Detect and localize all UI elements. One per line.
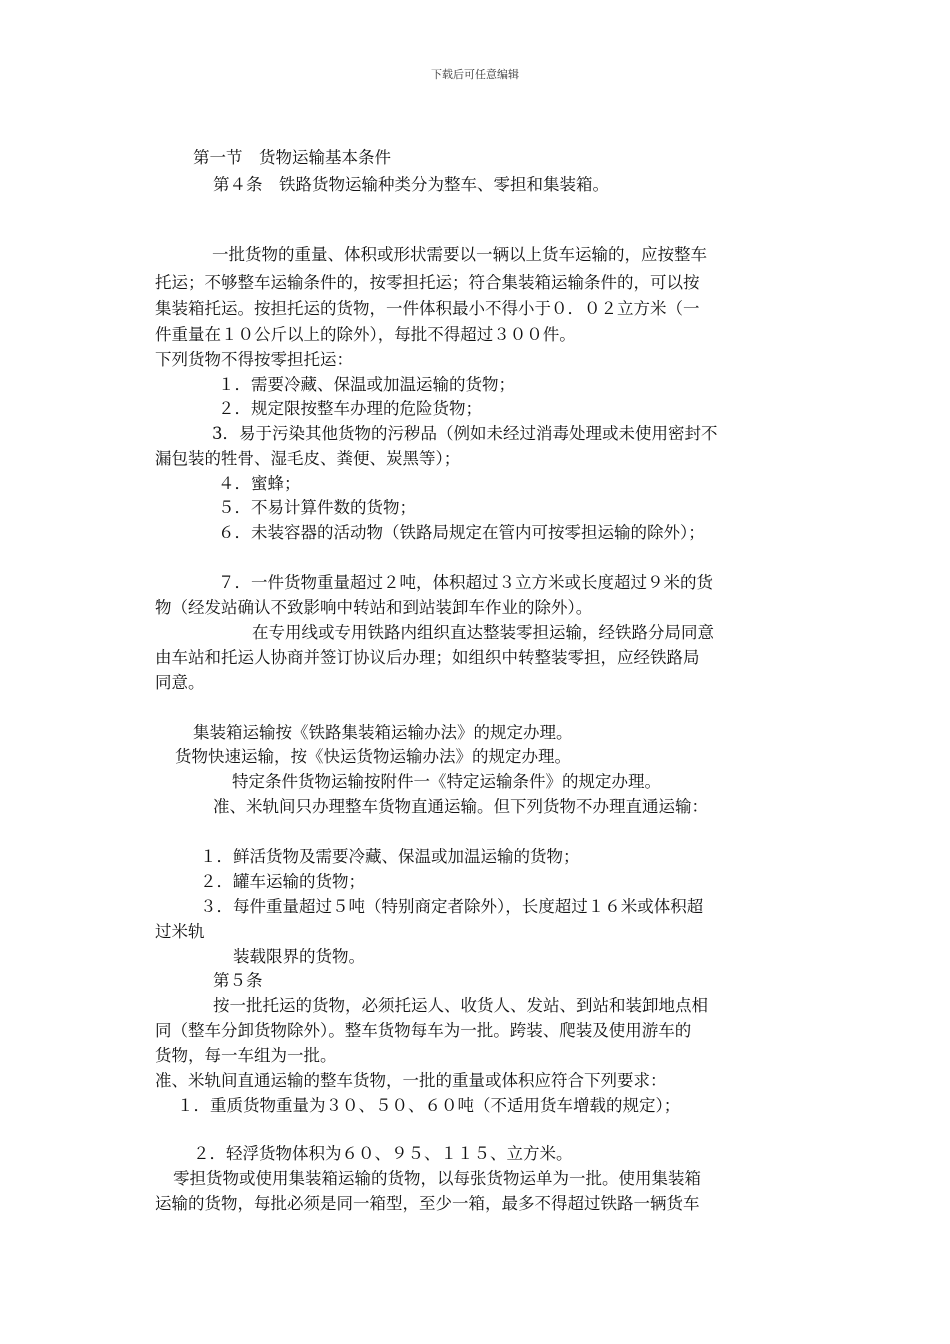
section-heading: 第一节 货物运输基本条件 <box>193 148 391 167</box>
paragraph-line: 由车站和托运人协商并签订协议后办理；如组织中转整装零担，应经铁路局 <box>155 648 700 667</box>
list-item: 过米轨 <box>155 922 205 941</box>
list-item: ６．未装容器的活动物（铁路局规定在管内可按零担运输的除外）； <box>218 523 705 542</box>
list-item: 物（经发站确认不致影响中转站和到站装卸车作业的除外）。 <box>155 598 593 617</box>
paragraph-line: 特定条件货物运输按附件一《特定运输条件》的规定办理。 <box>232 772 661 791</box>
list-item: ３．每件重量超过５吨（特别商定者除外），长度超过１６米或体积超 <box>200 897 704 916</box>
paragraph-line: 托运；不够整车运输条件的，按零担托运；符合集装箱运输条件的，可以按 <box>155 273 700 292</box>
article-4-title: 第４条 铁路货物运输种类分为整车、零担和集装箱。 <box>213 175 609 194</box>
paragraph-line: 在专用线或专用铁路内组织直达整装零担运输，经铁路分局同意 <box>252 623 714 642</box>
paragraph-line: 按一批托运的货物，必须托运人、收货人、发站、到站和装卸地点相 <box>213 996 708 1015</box>
list-item: １．鲜活货物及需要冷藏、保温或加温运输的货物； <box>200 847 580 866</box>
list-item: ２．轻浮货物体积为６０、９５、１１５、立方米。 <box>193 1144 573 1163</box>
list-item: ２．规定限按整车办理的危险货物； <box>218 399 482 418</box>
article-5-title: 第５条 <box>213 971 263 990</box>
page-header: 下载后可任意编辑 <box>431 68 519 81</box>
paragraph-line: 零担货物或使用集装箱运输的货物，以每张货物运单为一批。使用集装箱 <box>173 1169 701 1188</box>
paragraph-line: 运输的货物，每批必须是同一箱型，至少一箱，最多不得超过铁路一辆货车 <box>155 1194 700 1213</box>
paragraph-line: 同意。 <box>155 673 205 692</box>
list-item: ５．不易计算件数的货物； <box>218 498 416 517</box>
paragraph-line: 集装箱运输按《铁路集装箱运输办法》的规定办理。 <box>193 723 573 742</box>
list-item: 3．易于污染其他货物的污秽品（例如未经过消毒处理或未使用密封不 <box>212 424 718 443</box>
list-item: 装载限界的货物。 <box>233 947 365 966</box>
list-item: ２．罐车运输的货物； <box>200 872 365 891</box>
list-item: １．需要冷藏、保温或加温运输的货物； <box>218 375 515 394</box>
paragraph-line: 同（整车分卸货物除外）。整车货物每车为一批。跨装、爬装及使用游车的 <box>155 1021 692 1040</box>
paragraph-line: 件重量在１０公斤以上的除外），每批不得超过３００件。 <box>155 325 576 344</box>
paragraph-line: 货物，每一车组为一批。 <box>155 1046 337 1065</box>
list-item: ７．一件货物重量超过２吨，体积超过３立方米或长度超过９米的货 <box>218 573 713 592</box>
list-item: １．重质货物重量为３０、５０、６０吨（不适用货车增载的规定）； <box>177 1096 681 1115</box>
paragraph-line: 一批货物的重量、体积或形状需要以一辆以上货车运输的，应按整车 <box>212 245 707 264</box>
paragraph-line: 准、米轨间直通运输的整车货物，一批的重量或体积应符合下列要求： <box>155 1071 667 1090</box>
paragraph-line: 集装箱托运。按担托运的货物，一件体积最小不得小于０．０２立方米（一 <box>155 299 700 318</box>
paragraph-line: 准、米轨间只办理整车货物直通运输。但下列货物不办理直通运输： <box>213 797 708 816</box>
paragraph-line: 货物快速运输，按《快运货物运输办法》的规定办理。 <box>175 747 571 766</box>
list-item: 漏包装的牲骨、湿毛皮、粪便、炭黑等）； <box>155 449 461 468</box>
list-item: ４．蜜蜂； <box>218 474 301 493</box>
paragraph-line: 下列货物不得按零担托运： <box>155 350 353 369</box>
